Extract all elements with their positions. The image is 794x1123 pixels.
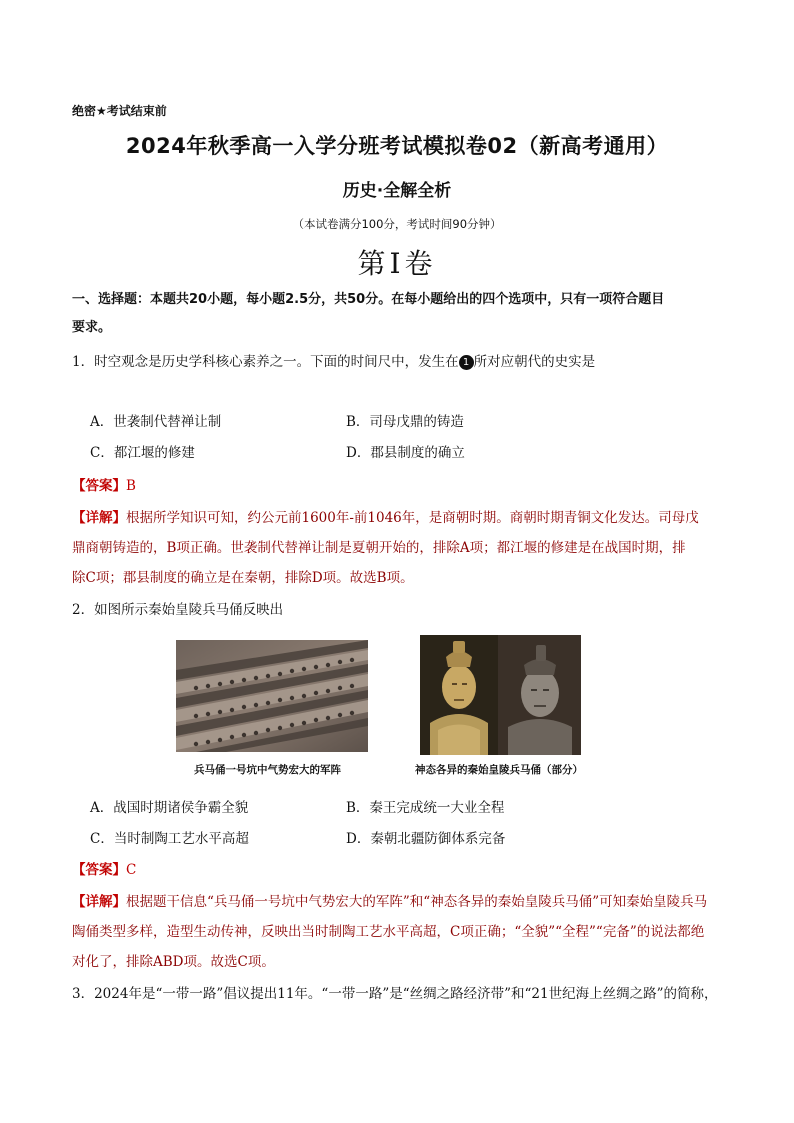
answer-label: 【答案】 xyxy=(72,862,126,878)
answer-value: B xyxy=(126,478,136,494)
exam-note: （本试卷满分100分，考试时间90分钟） xyxy=(292,217,502,231)
question-1-option-c: C．都江堰的修建 xyxy=(90,445,195,461)
question-1-option-d: D．郡县制度的确立 xyxy=(346,445,465,461)
question-1-detail-line-2: 鼎商朝铸造的，B项正确。世袭制代替禅让制是夏朝开始的，排除A项；都江堰的修建是在战国时期，排 xyxy=(72,540,686,556)
answer-label: 【答案】 xyxy=(72,478,126,494)
detail-label: 【详解】 xyxy=(72,894,126,910)
question-2-option-a: A．战国时期诸侯争霸全貌 xyxy=(90,800,249,816)
question-2-detail-line-3: 对化了，排除ABD项。故选C项。 xyxy=(72,954,275,970)
image-caption-right: 神态各异的秦始皇陵兵马俑（部分） xyxy=(415,764,583,776)
detail-text: 根据所学知识可知，约公元前1600年-前1046年，是商朝时期。商朝时期青铜文化发达。司母戊 xyxy=(126,510,699,526)
question-2-detail-line-1 xyxy=(72,892,732,912)
terracotta-warriors-faces-image xyxy=(420,635,581,755)
exam-title: 2024年秋季高一入学分班考试模拟卷02（新高考通用） xyxy=(125,134,669,158)
question-2-stem: 2．如图所示秦始皇陵兵马俑反映出 xyxy=(72,602,284,618)
detail-text: 根据题干信息“兵马俑一号坑中气势宏大的军阵”和“神态各异的秦始皇陵兵马俑”可知秦始皇陵兵马 xyxy=(126,894,708,910)
exam-subtitle: 历史·全解全析 xyxy=(342,181,452,201)
question-1-answer xyxy=(72,476,732,496)
question-2-option-b: B．秦王完成统一大业全程 xyxy=(346,800,505,816)
question-2-option-d: D．秦朝北疆防御体系完备 xyxy=(346,831,506,847)
question-1-detail-line-3: 除C项；郡县制度的确立是在秦朝，排除D项。故选B项。 xyxy=(72,570,414,586)
question-1-option-a: A．世袭制代替禅让制 xyxy=(90,414,222,430)
question-1-stem-prefix: 1．时空观念是历史学科核心素养之一。下面的时间尺中，发生在 xyxy=(72,354,459,370)
question-1-stem-suffix: 所对应朝代的史实是 xyxy=(473,354,596,370)
question-2-detail-line-2: 陶俑类型多样，造型生动传神，反映出当时制陶工艺水平高超，C项正确；“全貌”“全程”“完备”的说法都绝 xyxy=(72,924,705,940)
question-2-answer xyxy=(72,860,732,880)
question-1-stem xyxy=(72,352,732,372)
section-instruction-line-2: 要求。 xyxy=(72,320,112,335)
question-1-detail-line-1 xyxy=(72,508,732,528)
volume-heading: 第Ⅰ卷 xyxy=(357,247,437,280)
answer-value: C xyxy=(126,862,137,878)
section-instruction-line-1: 一、选择题：本题共20小题，每小题2.5分，共50分。在每小题给出的四个选项中，只有一项符合题目 xyxy=(72,292,665,307)
detail-label: 【详解】 xyxy=(72,510,126,526)
confidential-mark: 绝密★考试结束前 xyxy=(72,104,167,118)
terracotta-army-pit-image xyxy=(176,640,368,752)
image-caption-left: 兵马俑一号坑中气势宏大的军阵 xyxy=(194,764,341,776)
question-1-option-b: B．司母戊鼎的铸造 xyxy=(346,414,464,430)
question-2-option-c: C．当时制陶工艺水平高超 xyxy=(90,831,249,847)
question-3-stem: 3．2024年是“一带一路”倡议提出11年。“一带一路”是“丝绸之路经济带”和“21世纪海上丝绸之路”的简称， xyxy=(72,986,718,1002)
circled-number-icon: 1 xyxy=(459,355,474,370)
